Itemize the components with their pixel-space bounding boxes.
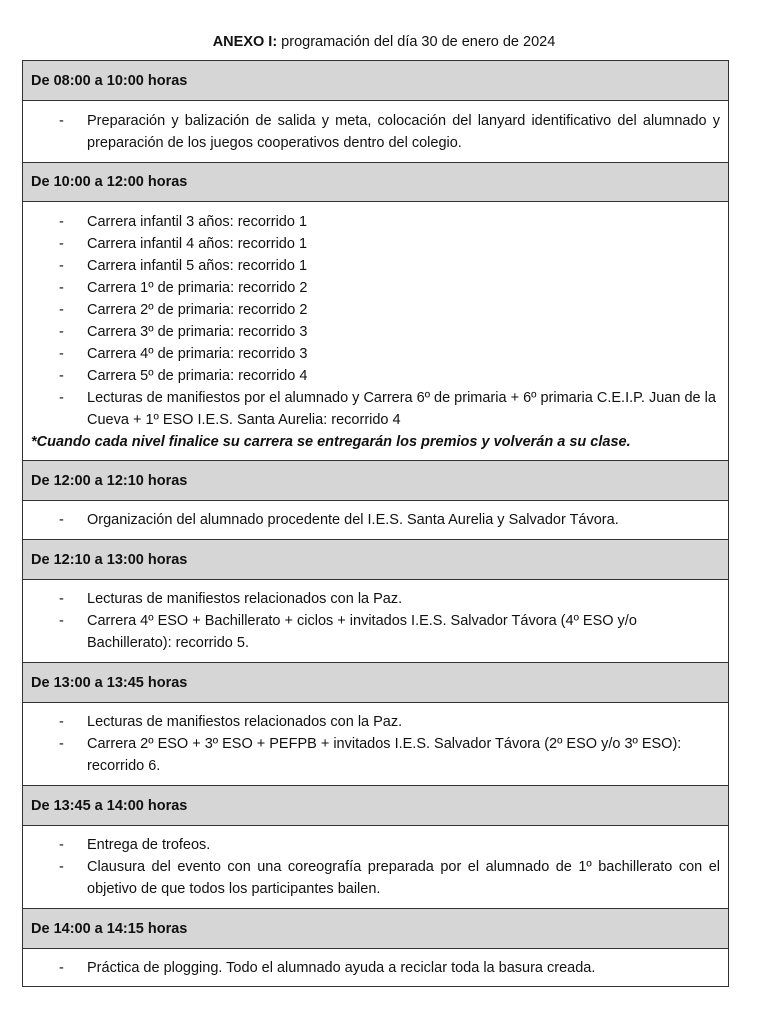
section-body-row [23, 580, 729, 663]
schedule-table [22, 60, 729, 987]
list-item: - Entrega de trofeos. [59, 837, 211, 853]
list-item: - Carrera infantil 3 años: recorrido 1 [59, 214, 308, 230]
section-heading: De 08:00 a 10:00 horas [23, 61, 729, 101]
list-item: - Lecturas de manifiestos relacionados con la Paz. [59, 591, 403, 607]
list-item: - Preparación y balización de salida y meta, colocación del lanyard identificativo del alumnado y preparación de los juegos cooperativos dentro del colegio. [59, 113, 720, 151]
item-list [23, 509, 728, 531]
list-item: - Clausura del evento con una coreografía preparada por el alumnado de 1º bachillerato con el objetivo de que todos los participantes bailen. [59, 859, 720, 897]
list-item: - Carrera 4º de primaria: recorrido 3 [59, 346, 308, 362]
section-body-row [23, 826, 729, 909]
list-item: - Carrera 2º de primaria: recorrido 2 [59, 302, 308, 318]
list-item: - Carrera infantil 4 años: recorrido 1 [59, 236, 308, 252]
item-list [23, 211, 728, 431]
list-item: - Práctica de plogging. Todo el alumnado ayuda a reciclar toda la basura creada. [59, 960, 596, 976]
section-heading-row [23, 786, 729, 826]
section-body-row [23, 949, 729, 987]
list-item: - Carrera 3º de primaria: recorrido 3 [59, 324, 308, 340]
list-item: - Carrera 1º de primaria: recorrido 2 [59, 280, 308, 296]
section-heading-row [23, 540, 729, 580]
section-heading-row [23, 163, 729, 202]
list-item: - Carrera infantil 5 años: recorrido 1 [59, 258, 308, 274]
section-body-row [23, 501, 729, 540]
section-body-row [23, 101, 729, 163]
title-prefix: ANEXO I: [212, 34, 278, 50]
list-item: - Carrera 4º ESO + Bachillerato + ciclos + invitados I.E.S. Salvador Távora (4º ESO y/o Bachillerato): recorrido 5. [59, 613, 637, 651]
section-heading-row [23, 663, 729, 703]
item-list [23, 588, 728, 654]
item-list [23, 957, 728, 979]
list-item: - Carrera 5º de primaria: recorrido 4 [59, 368, 308, 384]
section-heading: De 13:00 a 13:45 horas [23, 663, 729, 703]
list-item: - Lecturas de manifiestos relacionados con la Paz. [59, 714, 403, 730]
section-body-row [23, 202, 729, 461]
section-heading-row [23, 461, 729, 501]
section-heading: De 14:00 a 14:15 horas [23, 909, 729, 949]
list-item: - Organización del alumnado procedente del I.E.S. Santa Aurelia y Salvador Távora. [59, 512, 619, 528]
list-item: - Lecturas de manifiestos por el alumnado y Carrera 6º de primaria + 6º primaria C.E.I.P. Juan de la Cueva + 1º ESO I.E.S. Santa Aurelia: recorrido 4 [59, 390, 716, 428]
section-heading: De 12:00 a 12:10 horas [23, 461, 729, 501]
section-heading: De 13:45 a 14:00 horas [23, 786, 729, 826]
list-item: - Carrera 2º ESO + 3º ESO + PEFPB + invitados I.E.S. Salvador Távora (2º ESO y/o 3º ESO): recorrido 6. [59, 736, 682, 774]
section-heading-row [23, 909, 729, 949]
item-list [23, 110, 728, 154]
section-heading: De 12:10 a 13:00 horas [23, 540, 729, 580]
item-list [23, 711, 728, 777]
section-body-row [23, 703, 729, 786]
section-note: *Cuando cada nivel finalice su carrera se entregarán los premios y volverán a su clase. [31, 434, 631, 450]
document-title [0, 32, 768, 52]
section-heading-row [23, 61, 729, 101]
section-heading: De 10:00 a 12:00 horas [23, 163, 729, 202]
item-list [23, 834, 728, 900]
title-text: programación del día 30 de enero de 2024 [277, 34, 556, 50]
